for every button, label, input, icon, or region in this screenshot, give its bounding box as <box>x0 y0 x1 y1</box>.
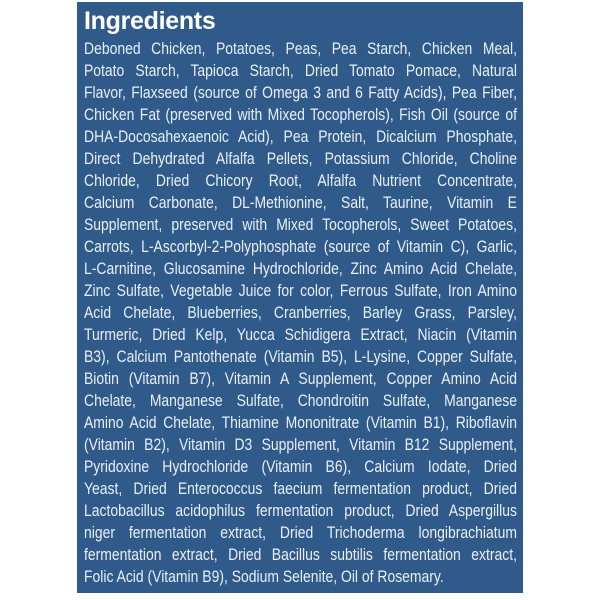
ingredients-line: Calcium Carbonate, DL-Methionine, Salt, Taurine, Vitamin E <box>84 193 517 212</box>
ingredients-line: B3), Calcium Pantothenate (Vitamin B5), L-Lysine, Copper Sulfate, <box>84 347 517 366</box>
ingredients-line: Folic Acid (Vitamin B9), Sodium Selenite, Oil of Rosemary. <box>84 567 444 586</box>
ingredients-line: niger fermentation extract, Dried Trichoderma longibrachiatum <box>84 523 517 542</box>
ingredients-line: DHA-Docosahexaenoic Acid), Pea Protein, Dicalcium Phosphate, <box>84 127 517 146</box>
ingredients-line: Chloride, Dried Chicory Root, Alfalfa Nutrient Concentrate, <box>84 171 517 190</box>
ingredients-heading: Ingredients <box>84 7 216 35</box>
ingredients-line: Potato Starch, Tapioca Starch, Dried Tomato Pomace, Natural <box>84 61 517 80</box>
ingredients-line: Yeast, Dried Enterococcus faecium fermentation product, Dried <box>84 479 517 498</box>
ingredients-line: Zinc Sulfate, Vegetable Juice for color, Ferrous Sulfate, Iron Amino <box>84 281 517 300</box>
ingredients-line: Supplement, preserved with Mixed Tocopherols, Sweet Potatoes, <box>84 215 517 234</box>
ingredients-line: Amino Acid Chelate, Thiamine Mononitrate (Vitamin B1), Riboflavin <box>84 413 517 432</box>
ingredients-line: Turmeric, Dried Kelp, Yucca Schidigera Extract, Niacin (Vitamin <box>84 325 517 344</box>
ingredients-line: Deboned Chicken, Potatoes, Peas, Pea Starch, Chicken Meal, <box>84 39 517 58</box>
ingredients-line: Pyridoxine Hydrochloride (Vitamin B6), Calcium Iodate, Dried <box>84 457 517 476</box>
ingredients-line: Biotin (Vitamin B7), Vitamin A Supplement, Copper Amino Acid <box>84 369 517 388</box>
ingredients-paragraph <box>84 38 517 588</box>
ingredients-line: Acid Chelate, Blueberries, Cranberries, Barley Grass, Parsley, <box>84 303 517 322</box>
ingredients-line: Chelate, Manganese Sulfate, Chondroitin Sulfate, Manganese <box>84 391 517 410</box>
ingredients-line: Chicken Fat (preserved with Mixed Tocopherols), Fish Oil (source of <box>84 105 517 124</box>
ingredients-line: (Vitamin B2), Vitamin D3 Supplement, Vitamin B12 Supplement, <box>84 435 517 454</box>
ingredients-line: L-Carnitine, Glucosamine Hydrochloride, Zinc Amino Acid Chelate, <box>84 259 517 278</box>
ingredients-line: fermentation extract, Dried Bacillus subtilis fermentation extract, <box>84 545 517 564</box>
ingredients-line: Flavor, Flaxseed (source of Omega 3 and 6 Fatty Acids), Pea Fiber, <box>84 83 517 102</box>
ingredients-panel <box>77 2 523 593</box>
ingredients-line: Carrots, L-Ascorbyl-2-Polyphosphate (source of Vitamin C), Garlic, <box>84 237 517 256</box>
ingredients-line: Direct Dehydrated Alfalfa Pellets, Potassium Chloride, Choline <box>84 149 517 168</box>
ingredients-line: Lactobacillus acidophilus fermentation product, Dried Aspergillus <box>84 501 517 520</box>
